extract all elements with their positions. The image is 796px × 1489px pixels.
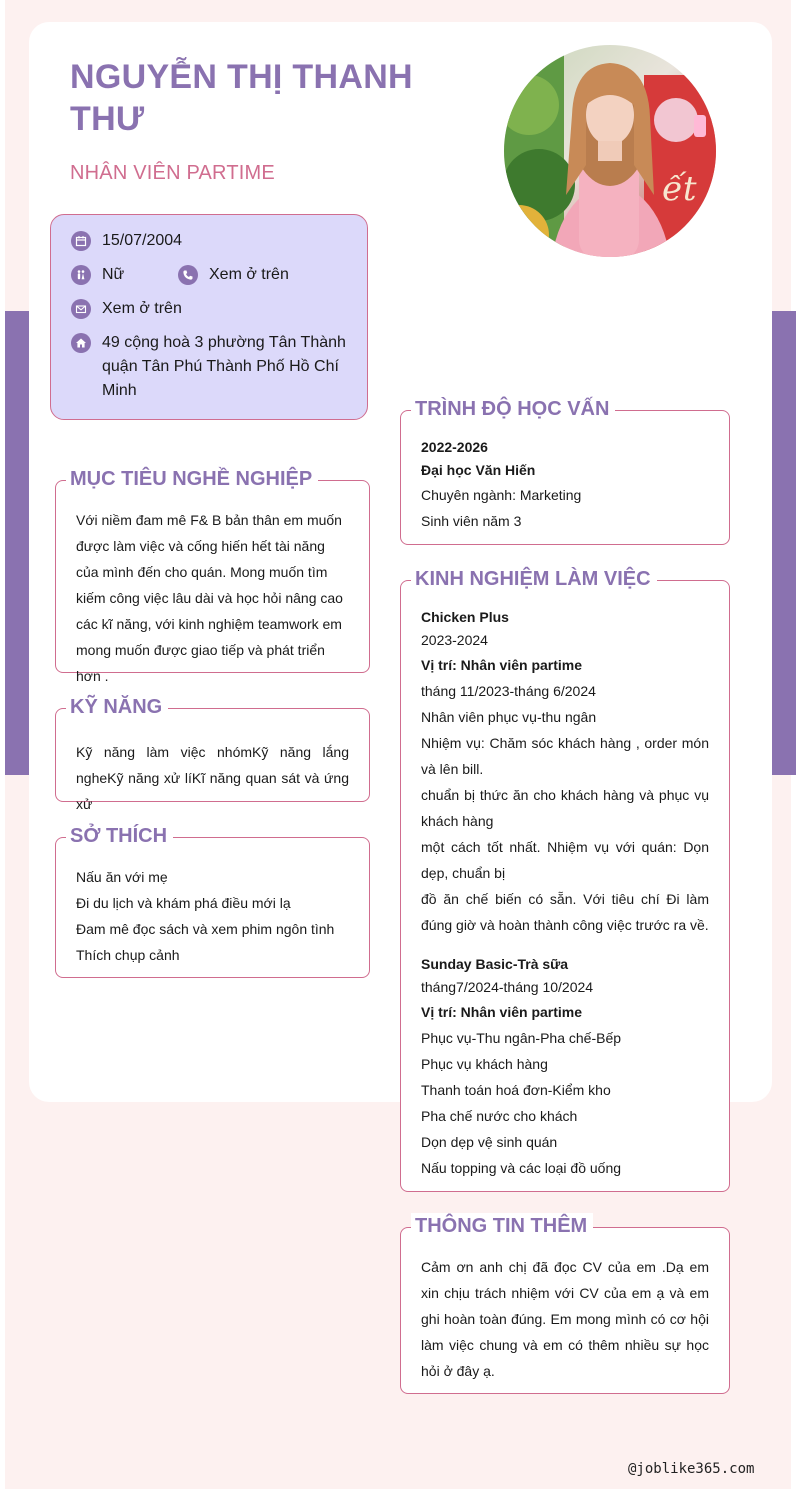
job-line: đồ ăn chế biến có sẵn. Với tiêu chí Đi làm đúng giờ và hoàn thành công việc trước ra về. [421, 891, 709, 933]
job-line: một cách tốt nhất. Nhiệm vụ với quán: Dọn dẹp, chuẩn bị [421, 839, 709, 881]
job-period: tháng7/2024-tháng 10/2024 [421, 979, 594, 995]
objective-section [55, 468, 370, 684]
education-title: TRÌNH ĐỘ HỌC VẤN [411, 396, 615, 422]
phone-icon [178, 265, 198, 285]
job-company: Sunday Basic-Trà sữa [421, 956, 569, 972]
job-company: Chicken Plus [421, 609, 509, 625]
gender-text: Nữ [102, 266, 125, 283]
additional-title: THÔNG TIN THÊM [411, 1213, 593, 1239]
education-section [400, 398, 730, 545]
job-line: Thanh toán hoá đơn-Kiểm kho [421, 1082, 611, 1098]
education-body [421, 436, 709, 534]
education-period: 2022-2026 [421, 439, 488, 455]
email-icon [71, 299, 91, 319]
job-line: chuẩn bị thức ăn cho khách hàng và phục vụ khách hàng [421, 787, 709, 829]
watermark: @joblike365.com [628, 1461, 755, 1477]
job-position: Vị trí: Nhân viên partime [421, 657, 583, 673]
left-accent-band [5, 311, 29, 775]
gender-icon [71, 265, 91, 285]
contact-address [71, 331, 351, 403]
job-line: Pha chế nước cho khách [421, 1108, 578, 1124]
experience-title: KINH NGHIỆM LÀM VIỆC [411, 566, 657, 592]
job-line: Phục vụ khách hàng [421, 1056, 548, 1072]
candidate-name: NGUYỄN THỊ THANH THƯ [70, 58, 413, 138]
experience-job-2 [421, 953, 709, 1181]
job-line: Phục vụ-Thu ngân-Pha chế-Bếp [421, 1030, 622, 1046]
hobbies-list [76, 864, 349, 968]
list-item: Nấu ăn với mẹ [76, 869, 168, 885]
additional-text: Cảm ơn anh chị đã đọc CV của em .Dạ em xin chịu trách nhiệm với CV của em ạ và em ghi hoàn toàn đúng. Em mong mình có cơ hội làm việc chung và em có thêm nhiều sự học hỏi ở đây ạ. [421, 1259, 709, 1379]
job-period: 2023-2024 [421, 632, 488, 648]
list-item: Đam mê đọc sách và xem phim ngôn tình [76, 921, 335, 937]
objective-text: Với niềm đam mê F& B bản thân em muốn được làm việc và cống hiến hết tài năng của mình đến cho quán. Mong muốn tìm kiếm công việc lâu dài và học hỏi nâng cao các kĩ năng, với kinh nghiệm teamwork em mong muốn được giao tiếp và phát triển hơn . [76, 512, 343, 684]
avatar [504, 45, 716, 257]
svg-text:ết: ết [662, 169, 697, 209]
contact-email [71, 297, 182, 321]
job-position: Vị trí: Nhân viên partime [421, 1004, 583, 1020]
education-year: Sinh viên năm 3 [421, 513, 522, 529]
objective-title: MỤC TIÊU NGHỀ NGHIỆP [66, 466, 318, 492]
avatar-photo [504, 45, 716, 257]
job-line: Nhân viên phục vụ-thu ngân [421, 709, 597, 725]
calendar-icon [71, 231, 91, 251]
skills-text: Kỹ năng làm việc nhómKỹ năng lắng ngheKỹ năng xử líKĩ năng quan sát và ứng xử [76, 744, 349, 812]
hobbies-section [55, 825, 370, 978]
candidate-title: NHÂN VIÊN PARTIME [70, 162, 275, 184]
phone-text: Xem ở trên [209, 266, 289, 283]
additional-section [400, 1215, 730, 1394]
hobbies-title: SỞ THÍCH [66, 823, 173, 849]
education-school: Đại học Văn Hiến [421, 462, 536, 478]
contact-gender [71, 263, 124, 287]
skills-section [55, 696, 370, 812]
skills-title: KỸ NĂNG [66, 694, 168, 720]
contact-birthday [71, 229, 182, 253]
job-line: tháng 11/2023-tháng 6/2024 [421, 683, 596, 699]
contact-phone [178, 263, 289, 287]
education-major: Chuyên ngành: Marketing [421, 487, 582, 503]
job-line: Nấu topping và các loại đồ uống [421, 1160, 622, 1176]
job-line: Dọn dẹp vệ sinh quán [421, 1134, 558, 1150]
address-text: 49 cộng hoà 3 phường Tân Thành quận Tân Phú Thành Phố Hồ Chí Minh [102, 334, 346, 399]
list-item: Đi du lịch và khám phá điều mới lạ [76, 895, 291, 911]
home-icon [71, 333, 91, 353]
list-item: Thích chụp cảnh [76, 947, 180, 963]
birthday-text: 15/07/2004 [102, 232, 183, 249]
job-line: Nhiệm vụ: Chăm sóc khách hàng , order món và lên bill. [421, 735, 709, 777]
experience-section [400, 568, 730, 1192]
experience-job-1 [421, 606, 709, 938]
right-accent-band [772, 311, 796, 775]
email-text: Xem ở trên [102, 300, 182, 317]
